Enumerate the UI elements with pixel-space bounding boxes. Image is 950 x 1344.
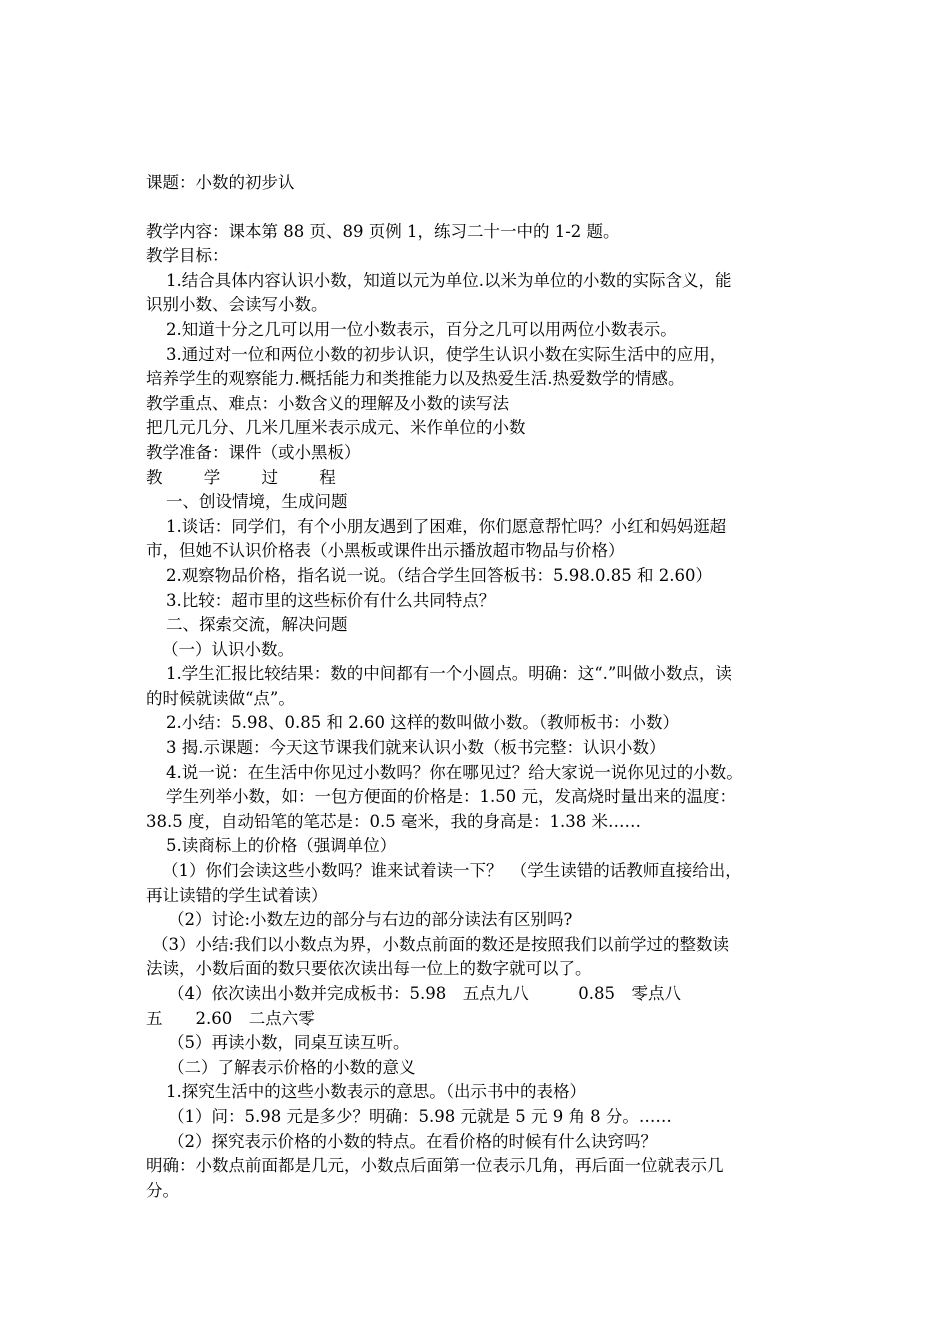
text-line: 2.知道十分之几可以用一位小数表示，百分之几可以用两位小数表示。 <box>166 319 677 339</box>
text-line: 3.通过对一位和两位小数的初步认识，使学生认识小数在实际生活中的应用， <box>166 344 727 364</box>
text-line: 2.观察物品价格，指名说一说。（结合学生回答板书：5.98.0.85 和 2.60） <box>166 565 712 585</box>
text-line: （1）你们会读这些小数吗？谁来试着读一下？ （学生读错的话教师直接给出， <box>162 861 742 881</box>
text-line: 识别小数、会读写小数。 <box>146 295 328 315</box>
text-line: 2.小结：5.98、0.85 和 2.60 这样的数叫做小数。（教师板书：小数） <box>166 713 679 733</box>
text-line: 的时候就读做“点”。 <box>146 688 295 708</box>
text-line: 1.探究生活中的这些小数表示的意思。（出示书中的表格） <box>166 1082 586 1102</box>
text-line: 5.读商标上的价格（强调单位） <box>166 836 397 856</box>
text-line: （一）认识小数。 <box>162 639 294 659</box>
text-line: 4.说一说：在生活中你见过小数吗？你在哪见过？给大家说一说你见过的小数。 <box>166 762 743 782</box>
text-line: 一、创设情境，生成问题 <box>166 492 348 512</box>
text-line: 把几元几分、几米几厘米表示成元、米作单位的小数 <box>146 418 526 438</box>
text-line: 教学目标： <box>146 246 229 266</box>
text-line: 明确：小数点前面都是几元，小数点后面第一位表示几角，再后面一位就表示几 <box>146 1156 724 1176</box>
text-line: 培养学生的观察能力.概括能力和类推能力以及热爱生活.热爱数学的情感。 <box>146 369 685 389</box>
text-line: （1）问：5.98 元是多少？明确：5.98 元就是 5 元 9 角 8 分。…… <box>168 1106 672 1126</box>
text-line: （2）探究表示价格的小数的特点。在看价格的时候有什么诀窍吗？ <box>168 1131 657 1151</box>
text-line: 3 揭.示课题：今天这节课我们就来认识小数（板书完整：认识小数） <box>166 738 666 758</box>
text-line: （5）再读小数，同桌互读互听。 <box>168 1033 410 1053</box>
text-line: 分。 <box>146 1180 179 1200</box>
section-heading: 教 学 过 程 <box>146 467 354 487</box>
text-line: 市，但她不认识价格表（小黑板或课件出示播放超市物品与价格） <box>146 541 625 561</box>
text-line: 教学准备：课件（或小黑板） <box>146 442 361 462</box>
text-line: 1.谈话：同学们，有个小朋友遇到了困难，你们愿意帮忙吗？小红和妈妈逛超 <box>166 516 727 536</box>
text-line: （二）了解表示价格的小数的意义 <box>168 1057 416 1077</box>
text-line: 法读，小数后面的数只要依次读出每一位上的数字就可以了。 <box>146 959 592 979</box>
text-line: 教学重点、难点：小数含义的理解及小数的读写法 <box>146 393 509 413</box>
text-line: 1.学生汇报比较结果：数的中间都有一个小圆点。明确：这“.”叫做小数点，读 <box>166 664 732 684</box>
text-line: （4）依次读出小数并完成板书：5.98 五点九八 0.85 零点八 <box>168 984 681 1003</box>
text-line: 二、探索交流，解决问题 <box>166 615 348 635</box>
text-line: 再让读错的学生试着读） <box>146 885 328 905</box>
text-line: 38.5 度，自动铅笔的笔芯是：0.5 毫米，我的身高是：1.38 米…… <box>146 811 641 831</box>
text-line: 1.结合具体内容认识小数，知道以元为单位.以米为单位的小数的实际含义，能 <box>166 270 732 290</box>
text-line: 教学内容：课本第 88 页、89 页例 1，练习二十一中的 1-2 题。 <box>146 221 620 241</box>
text-line: 五 2.60 二点六零 <box>146 1008 315 1028</box>
text-line: 学生列举小数，如：一包方便面的价格是：1.50 元，发高烧时量出来的温度： <box>166 787 736 807</box>
lesson-title: 课题：小数的初步认 <box>146 173 295 192</box>
text-line: （2）讨论:小数左边的部分与右边的部分读法有区别吗? <box>168 910 573 930</box>
document-body <box>146 171 816 1203</box>
text-line: （3）小结:我们以小数点为界，小数点前面的数还是按照我们以前学过的整数读 <box>152 934 730 954</box>
text-line: 3.比较：超市里的这些标价有什么共同特点？ <box>166 590 496 610</box>
